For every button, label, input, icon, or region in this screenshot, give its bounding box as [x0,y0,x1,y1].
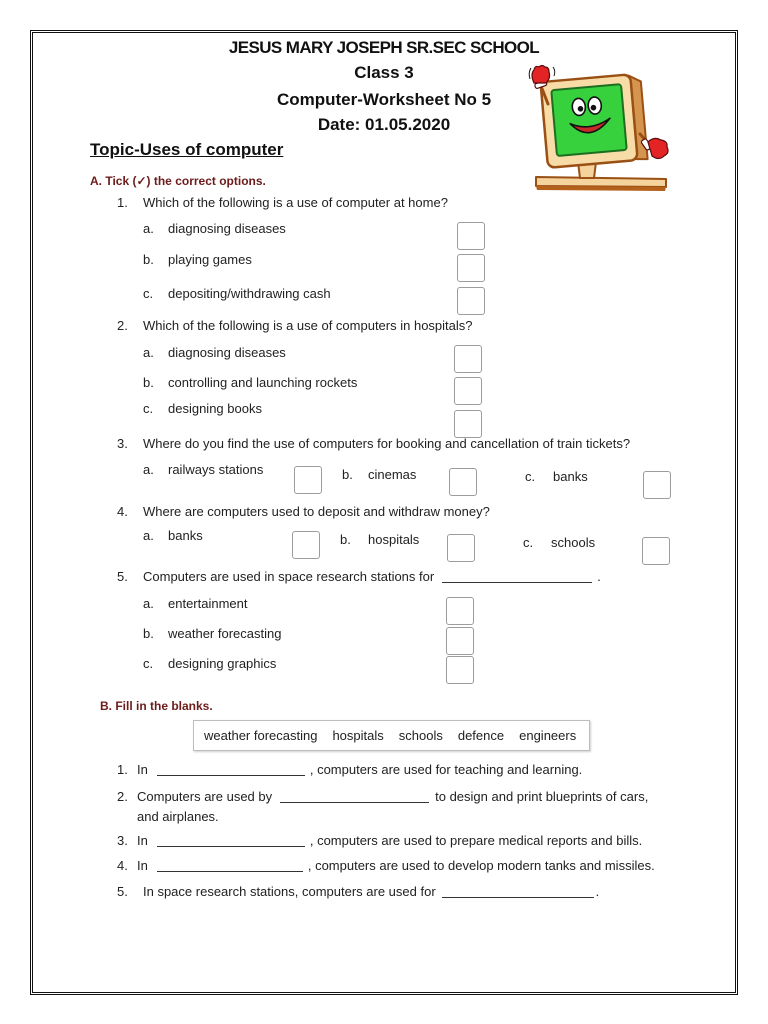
worksheet-date: Date: 01.05.2020 [317,115,451,134]
class-label: Class 3 [354,63,414,82]
word-bank-item: schools [398,728,443,743]
fill-3-after: , computers are used to prepare medical reports and bills. [309,833,643,848]
topic-heading: Topic-Uses of computer [90,140,284,159]
motion-line [553,67,555,76]
q5-text-line [143,569,601,585]
q4-option-c-checkbox[interactable] [642,537,670,565]
fill-2-before: Computers are used by [137,789,273,804]
q3-number: 3. [117,436,128,451]
q2-option-c-letter: c. [143,401,154,416]
monitor-screen [551,84,626,156]
q4-option-a-letter: a. [143,528,154,543]
q2-option-c-checkbox[interactable] [454,410,482,438]
q5-option-c-text: designing graphics [168,656,277,671]
q5-option-b-letter: b. [143,626,154,641]
keyboard-base [536,177,666,191]
q1-option-c-text: depositing/withdrawing cash [168,286,331,301]
q4-option-a-text: banks [168,528,203,543]
word-bank-item: defence [457,728,505,743]
q5-option-b-text: weather forecasting [168,626,282,641]
section-a-title: Tick (✓) the correct options. [105,174,266,188]
q1-option-b-letter: b. [143,252,154,267]
q5-option-a-text: entertainment [168,596,248,611]
q2-option-a-checkbox[interactable] [454,345,482,373]
q5-text: Computers are used in space research stations for [143,569,435,584]
q1-option-a-text: diagnosing diseases [168,221,286,236]
q4-option-c-letter: c. [523,535,534,550]
q5-text-end: . [597,569,601,584]
fill-2-number: 2. [117,789,128,804]
fill-4-before: In [137,858,148,873]
fill-3-blank [157,835,305,847]
word-bank-item: engineers [519,728,577,743]
section-b-heading [100,698,213,714]
word-bank-item: weather forecasting [204,728,318,743]
q2-option-c-text: designing books [168,401,262,416]
q5-answer-blank [442,571,592,583]
q3-option-b-checkbox[interactable] [449,468,477,496]
fill-1-after: , computers are used for teaching and learning. [309,762,583,777]
q3-option-a-letter: a. [143,462,154,477]
q4-number: 4. [117,504,128,519]
q3-text: Where do you find the use of computers for booking and cancellation of train tickets? [143,436,631,451]
fill-1-blank [157,764,305,776]
section-b-title: Fill in the blanks. [115,699,213,713]
q4-option-b-checkbox[interactable] [447,534,475,562]
fill-2-continuation: and airplanes. [137,809,219,824]
fill-4-number: 4. [117,858,128,873]
q3-option-a-checkbox[interactable] [294,466,322,494]
q1-option-b-text: playing games [168,252,252,267]
q4-option-c-text: schools [551,535,596,550]
motion-line [529,68,531,79]
q3-option-c-checkbox[interactable] [643,471,671,499]
q3-option-a-text: railways stations [168,462,264,477]
q2-text: Which of the following is a use of computers in hospitals? [143,318,473,333]
fill-5-blank [442,886,594,898]
school-name: JESUS MARY JOSEPH SR.SEC SCHOOL [228,38,540,57]
smiling-computer-icon [528,64,672,194]
fill-2-sentence [137,789,648,805]
q2-option-a-letter: a. [143,345,154,360]
fill-5-number: 5. [117,884,128,899]
monitor [541,73,648,167]
q2-number: 2. [117,318,128,333]
q5-option-a-letter: a. [143,596,154,611]
fill-2-blank [280,791,429,803]
fill-4-after: , computers are used to develop modern tanks and missiles. [307,858,655,873]
q2-option-b-checkbox[interactable] [454,377,482,405]
q3-option-c-text: banks [553,469,588,484]
fill-2-after: to design and print blueprints of cars, [435,789,649,804]
fill-5-before: In space research stations, computers are used for [143,884,436,899]
fill-3-before: In [137,833,148,848]
q1-option-c-checkbox[interactable] [457,287,485,315]
fill-1-number: 1. [117,762,128,777]
q4-option-b-letter: b. [340,532,351,547]
q5-option-c-letter: c. [143,656,154,671]
fill-4-blank [157,860,303,872]
fill-1-before: In [137,762,148,777]
fill-5-after: . [595,884,600,899]
q1-text: Which of the following is a use of computer at home? [143,195,448,210]
q5-option-a-checkbox[interactable] [446,597,474,625]
fill-4-sentence [137,858,655,874]
q2-option-b-text: controlling and launching rockets [168,375,358,390]
q3-option-b-letter: b. [342,467,353,482]
q1-option-a-checkbox[interactable] [457,222,485,250]
section-b-marker: B. [100,699,112,713]
q5-number: 5. [117,569,128,584]
q3-option-b-text: cinemas [368,467,417,482]
section-a-marker: A. [90,174,102,188]
q3-option-c-letter: c. [525,469,536,484]
fill-1-sentence [137,762,582,778]
q2-option-a-text: diagnosing diseases [168,345,286,360]
q4-option-b-text: hospitals [368,532,420,547]
q1-number: 1. [117,195,128,210]
fill-3-sentence [137,833,642,849]
q5-option-b-checkbox[interactable] [446,627,474,655]
word-bank-item: hospitals [332,728,384,743]
q4-option-a-checkbox[interactable] [292,531,320,559]
q5-option-c-checkbox[interactable] [446,656,474,684]
section-a-heading [90,173,266,189]
fill-3-number: 3. [117,833,128,848]
worksheet-title: Computer-Worksheet No 5 [276,90,492,109]
q1-option-b-checkbox[interactable] [457,254,485,282]
fill-5-sentence [143,884,599,900]
word-bank [193,720,590,751]
q2-option-b-letter: b. [143,375,154,390]
q4-text: Where are computers used to deposit and withdraw money? [143,504,490,519]
q1-option-a-letter: a. [143,221,154,236]
q1-option-c-letter: c. [143,286,154,301]
